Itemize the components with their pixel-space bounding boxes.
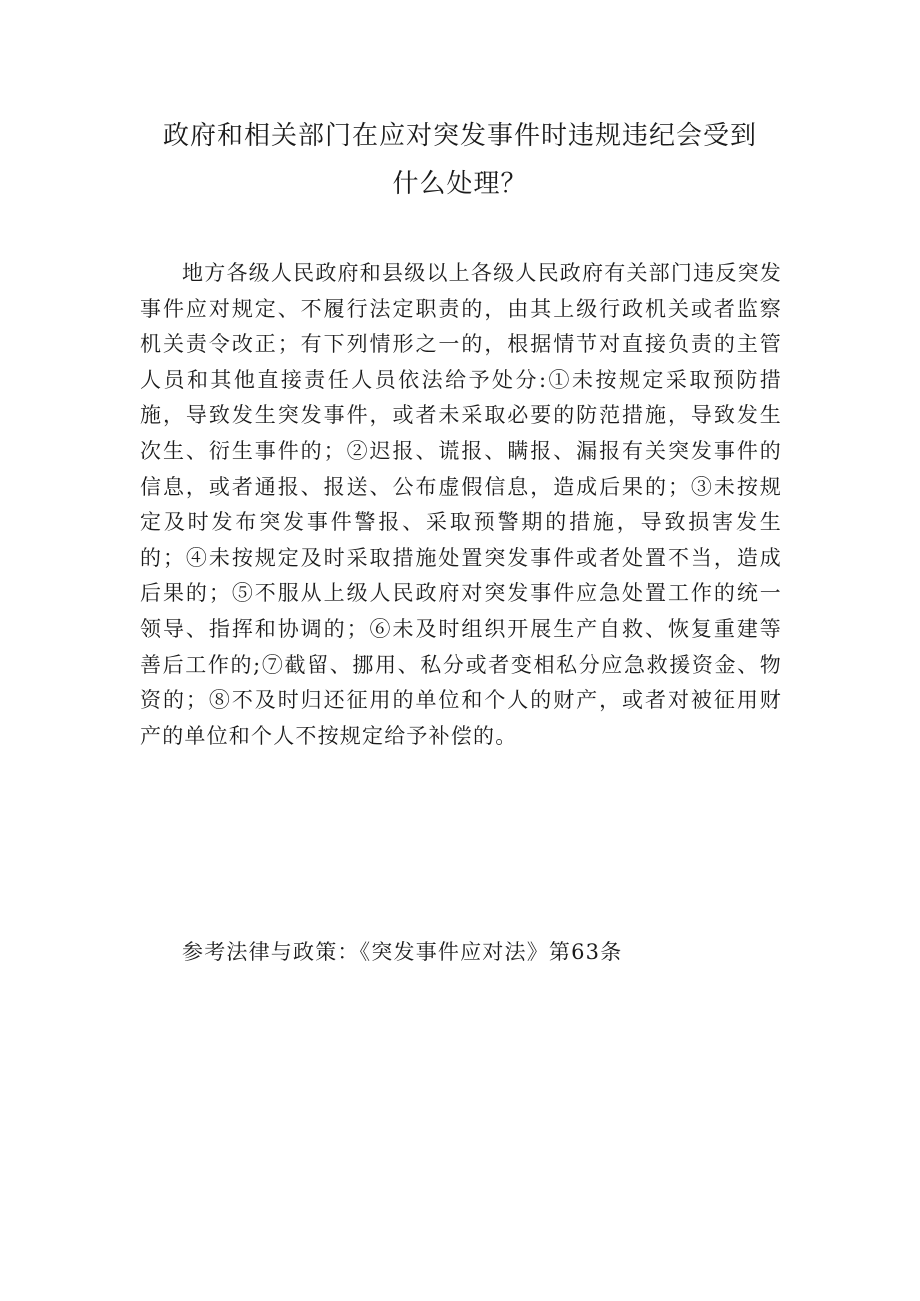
title-line-2: 什么处理？ <box>392 169 528 199</box>
title-line-1: 政府和相关部门在应对突发事件时违规违纪会受到 <box>162 121 757 151</box>
legal-reference: 参考法律与政策：《突发事件应对法》第63条 <box>182 940 623 964</box>
body-paragraph: 地方各级人民政府和县级以上各级人民政府有关部门违反突发事件应对规定、不履行法定职责的，由其上级行政机关或者监察机关责令改正；有下列情形之一的，根据情节对直接负责的主管人员和其他直接责任人员依法给予处分:①未按规定采取预防措施，导致发生突发事件，或者未采取必要的防范措施，导致发生次生、衍生事件的；②迟报、谎报、瞒报、漏报有关突发事件的信息，或者通报、报送、公布虚假信息，造成后果的；③未按规定及时发布突发事件警报、采取预警期的措施，导致损害发生的；④未按规定及时采取措施处置突发事件或者处置不当，造成后果的；⑤不服从上级人民政府对突发事件应急处置工作的统一领导、指挥和协调的；⑥未及时组织开展生产自救、恢复重建等善后工作的;⑦截留、挪用、私分或者变相私分应急救援资金、物资的；⑧不及时归还征用的单位和个人的财产，或者对被征用财产的单位和个人不按规定给予补偿的。 <box>140 261 782 748</box>
document-title <box>130 112 790 208</box>
